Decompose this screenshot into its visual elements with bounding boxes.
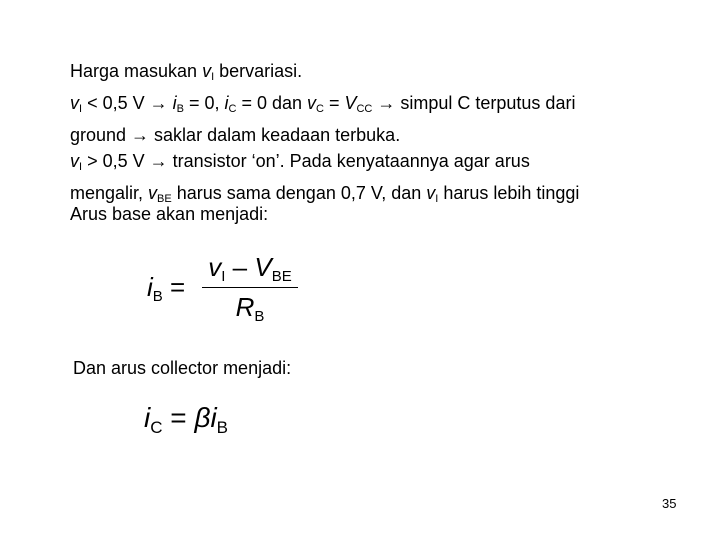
text-run: = 0 dan: [236, 93, 307, 113]
var-i: i: [172, 93, 177, 113]
collector-current-equation: [144, 402, 228, 438]
explanation-paragraph: [70, 58, 690, 212]
text-run: Harga masukan: [70, 61, 203, 81]
beta-symbol: β: [194, 402, 211, 433]
paragraph-line-1: [70, 58, 690, 90]
fraction-numerator: [202, 250, 298, 284]
var-i: i: [224, 93, 229, 113]
equation-lhs: [147, 272, 185, 305]
var-R: R: [235, 292, 255, 322]
collector-current-label: Dan arus collector menjadi:: [73, 358, 292, 378]
text-run: → simpul C terputus dari: [372, 93, 576, 113]
text-run: harus lebih tinggi: [438, 183, 580, 203]
subscript: I: [435, 193, 439, 205]
var-V: V: [344, 93, 357, 113]
subscript: CC: [356, 103, 373, 115]
var-v: v: [70, 93, 79, 113]
var-v: v: [426, 183, 436, 203]
var-V: V: [254, 252, 272, 282]
text-run: =: [323, 93, 345, 113]
subscript: I: [79, 103, 83, 115]
var-v: v: [70, 151, 79, 171]
var-v: v: [208, 252, 222, 282]
subscript: C: [228, 103, 237, 115]
paragraph-line-3: ground → saklar dalam keadaan terbuka.: [70, 125, 401, 145]
text-run: < 0,5 V →: [82, 93, 173, 113]
subscript: BE: [271, 268, 292, 285]
fraction-bar: [202, 287, 298, 288]
subscript: C: [316, 103, 324, 115]
minus-sign: –: [225, 252, 255, 282]
fraction-denominator: [202, 290, 298, 334]
page-number: 35: [662, 496, 677, 511]
text-run: > 0,5 V → transistor ‘on’. Pada kenyataannya agar arus: [82, 151, 530, 171]
equals-sign: =: [170, 272, 186, 302]
paragraph-line-2: [70, 90, 690, 122]
var-i: i: [144, 402, 151, 433]
subscript: I: [211, 71, 215, 83]
var-i: i: [147, 272, 153, 302]
var-v: v: [307, 93, 316, 113]
subscript: B: [254, 308, 265, 325]
equals-sign: =: [162, 402, 195, 433]
text-run: bervariasi.: [214, 61, 303, 81]
subscript: B: [152, 288, 163, 305]
subscript: BE: [157, 193, 172, 205]
text-run: harus sama dengan 0,7 V, dan: [171, 183, 427, 203]
subscript: B: [216, 418, 229, 437]
var-i: i: [210, 402, 217, 433]
paragraph-line-4: [70, 148, 690, 180]
base-current-label: Arus base akan menjadi:: [70, 204, 269, 224]
text-run: = 0,: [183, 93, 225, 113]
subscript: C: [150, 418, 163, 437]
subscript: I: [79, 161, 83, 173]
fraction: [202, 250, 298, 334]
text-run: mengalir,: [70, 183, 149, 203]
subscript: B: [176, 103, 184, 115]
subscript: I: [221, 268, 226, 285]
var-v: v: [202, 61, 212, 81]
var-v: v: [148, 183, 158, 203]
